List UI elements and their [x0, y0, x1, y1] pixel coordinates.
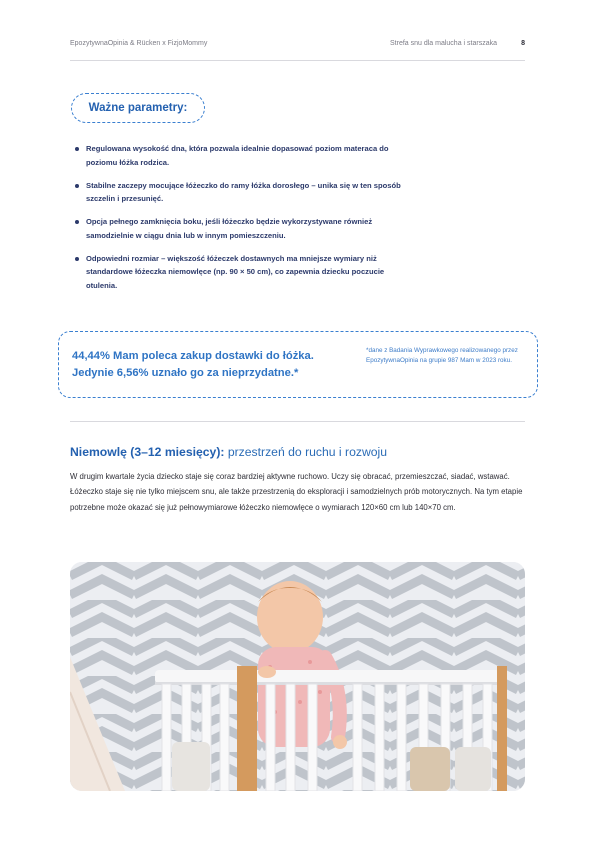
- params-item: [75, 252, 415, 293]
- params-list: [75, 142, 415, 302]
- survey-stat-line: 44,44% Mam poleca zakup dostawki do łóżka.: [72, 350, 314, 362]
- params-item: [75, 215, 415, 242]
- survey-stat-text: [72, 348, 364, 382]
- survey-stat-line: Jedynie 6,56% uznało go za nieprzydatne.*: [72, 367, 299, 379]
- page-number: 8: [521, 40, 525, 47]
- params-item-text: Stabilne zaczepy mocujące łóżeczko do ramy łóżka dorosłego – unika się w ten sposób szczelin i przesunięć.: [86, 180, 401, 203]
- section-heading: [70, 445, 387, 459]
- params-title: Ważne parametry:: [88, 102, 188, 114]
- survey-footnote: *dane z Badania Wyprawkowego realizowanego przez EpozytywnaOpinia na grupie 987 Mam w 2023 roku.: [366, 347, 518, 365]
- section-divider: [70, 421, 525, 422]
- params-title-badge: [71, 93, 205, 123]
- params-item-text: Odpowiedni rozmiar – większość łóżeczek dostawnych ma mniejsze wymiary niż standardowe łóżeczka niemowlęce (np. 90 × 50 cm), co zapewnia dziecku poczucie otulenia.: [86, 253, 385, 290]
- section-heading-bold: Niemowlę (3–12 miesięcy):: [70, 445, 225, 459]
- header-section-title: Strefa snu dla malucha i starszaka: [390, 40, 497, 47]
- bullet-dot-icon: [75, 257, 79, 261]
- params-item: [75, 142, 415, 169]
- params-item-text: Opcja pełnego zamknięcia boku, jeśli łóżeczko będzie wykorzystywane również samodzielnie w ciągu dnia lub w innym pomieszczeniu.: [86, 217, 373, 240]
- page-header: [70, 40, 525, 61]
- params-item-text: Regulowana wysokość dna, która pozwala idealnie dopasować poziom materaca do poziomu łóżka rodzica.: [86, 144, 389, 167]
- header-brand: EpozytywnaOpinia & Rücken x FizjoMommy: [70, 40, 208, 47]
- baby-in-crib-photo: [70, 562, 525, 791]
- section-body: W drugim kwartale życia dziecko staje się coraz bardziej aktywne ruchowo. Uczy się obracać, przemieszczać, siadać, wstawać. Łóżeczko staje się nie tylko miejscem snu, ale także przestrzenią do eksploracji i samodzielnych prób motorycznych. Na tym etapie potrzebne może okazać się już pełnowymiarowe łóżeczko niemowlęce o wymiarach 120×60 cm lub 140×70 cm.: [70, 472, 523, 512]
- section-heading-rest: przestrzeń do ruchu i rozwoju: [224, 445, 388, 459]
- bullet-dot-icon: [75, 184, 79, 188]
- bullet-dot-icon: [75, 220, 79, 224]
- photo-illustration: [70, 562, 525, 791]
- bullet-dot-icon: [75, 147, 79, 151]
- survey-stat-box: [58, 331, 538, 398]
- params-item: [75, 179, 415, 206]
